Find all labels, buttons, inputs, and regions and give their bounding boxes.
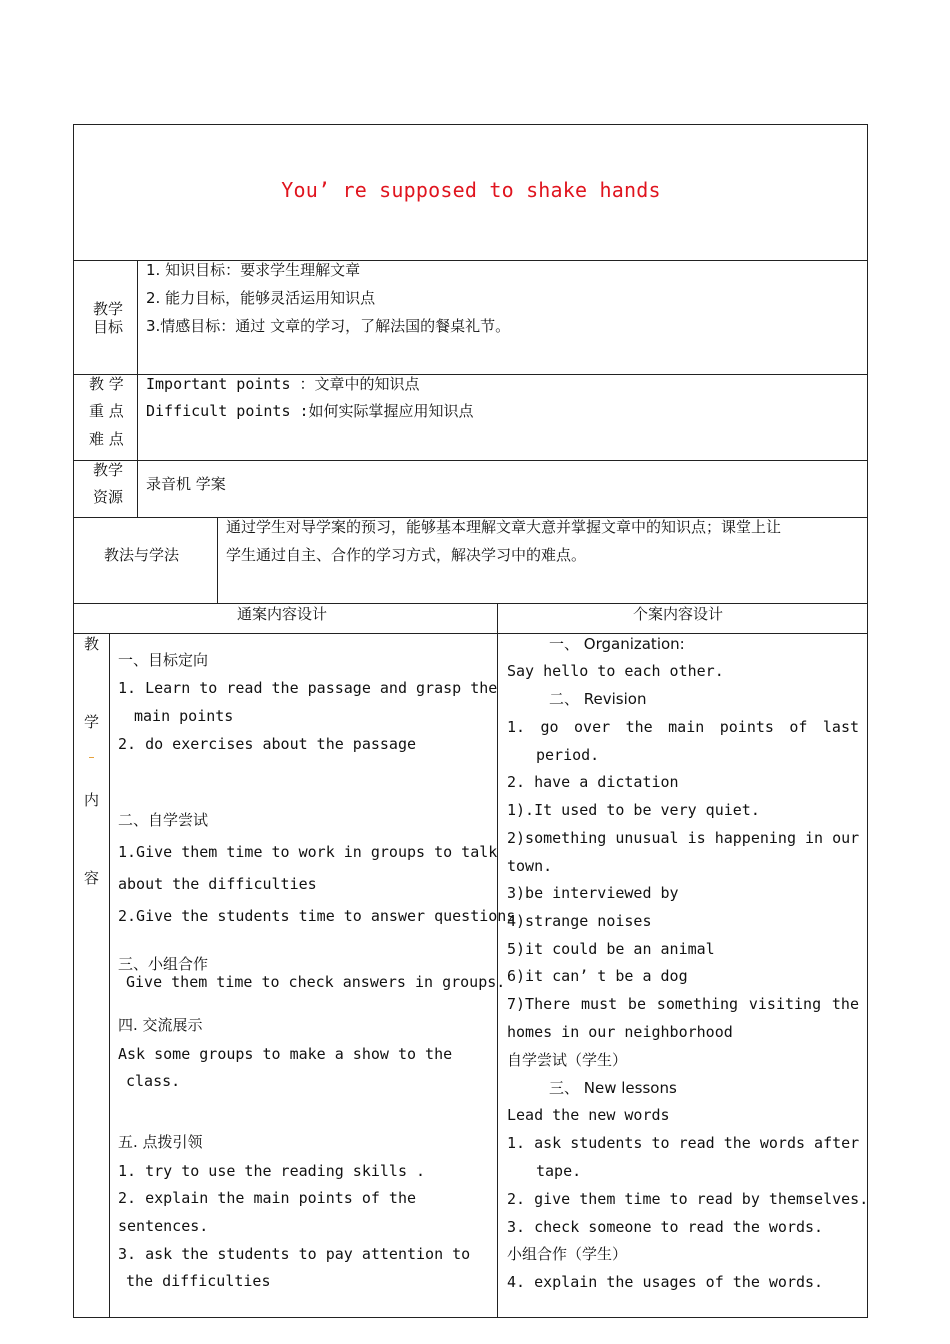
text-line: Give them time to check answers in groups.: [126, 973, 506, 991]
objective-item: 2. 能力目标，能够灵活运用知识点: [146, 289, 376, 307]
text-line: the difficulties: [126, 1272, 271, 1290]
text-line: Ask some groups to make a show to the: [118, 1045, 453, 1063]
decorative-dot: [89, 757, 94, 758]
objectives-label: 目标: [93, 318, 124, 336]
text-line: 小组合作（学生）: [507, 1245, 628, 1263]
resources-label: 资源: [93, 488, 124, 506]
section-heading: 五. 点拨引领: [118, 1133, 203, 1151]
text-line: 4)strange noises: [507, 912, 652, 930]
objective-item: 3.情感目标：通过 文章的学习，了解法国的餐桌礼节。: [146, 317, 511, 335]
text-line: homes in our neighborhood: [507, 1023, 733, 1041]
text-line: 5)it could be an animal: [507, 940, 715, 958]
text-line: 2. do exercises about the passage: [118, 735, 417, 753]
text-line: tape.: [536, 1162, 582, 1180]
text-line: 1. go over the main points of last: [507, 718, 859, 736]
column-divider: [217, 517, 218, 603]
text-line: about the difficulties: [118, 875, 317, 893]
text-line: 3)be interviewed by: [507, 884, 679, 902]
difficult-points: Difficult points :如何实际掌握应用知识点: [146, 402, 474, 420]
text-line: 3. check someone to read the words.: [507, 1218, 824, 1236]
text-line: 1.Give them time to work in groups to talk: [118, 843, 498, 861]
text-line: 2)something unusual is happening in our: [507, 829, 860, 847]
text-line: 1).It used to be very quiet.: [507, 801, 760, 819]
text-line: period.: [536, 746, 600, 764]
resources-label: 教学: [93, 461, 124, 479]
column-divider: [497, 603, 498, 1318]
text-line: 3. ask the students to pay attention to: [118, 1245, 471, 1263]
row-divider: [73, 633, 868, 634]
text-line: 4. explain the usages of the words.: [507, 1273, 824, 1291]
text-line: sentences.: [118, 1217, 209, 1235]
text-line: 7)There must be something visiting the: [507, 995, 859, 1013]
text-line: 2. have a dictation: [507, 773, 679, 791]
text-line: 三、 New lessons: [549, 1079, 677, 1097]
side-label-char: 容: [84, 869, 100, 887]
methods-label: 教法与学法: [104, 546, 180, 564]
text-line: main points: [134, 707, 234, 725]
text-line: 1. Learn to read the passage and grasp the: [118, 679, 498, 697]
text-line: 二、 Revision: [549, 690, 647, 708]
text-line: Lead the new words: [507, 1106, 670, 1124]
section-heading: 三、小组合作: [118, 955, 209, 973]
text-line: 1. ask students to read the words after: [507, 1134, 860, 1152]
key-points-label: 教 学: [89, 375, 124, 393]
text-line: town.: [507, 857, 553, 875]
text-line: 6)it can’ t be a dog: [507, 967, 688, 985]
important-points: Important points ：文章中的知识点: [146, 375, 420, 393]
text-line: class.: [126, 1072, 181, 1090]
row-divider: [73, 460, 868, 461]
methods-text: 通过学生对导学案的预习，能够基本理解文章大意并掌握文章中的知识点；课堂上让: [226, 518, 782, 536]
column-divider: [109, 633, 110, 1318]
text-line: 自学尝试（学生）: [507, 1051, 628, 1069]
section-heading: 一、目标定向: [118, 651, 209, 669]
text-line: 1. try to use the reading skills .: [118, 1162, 426, 1180]
text-line: 2. explain the main points of the: [118, 1189, 417, 1207]
column-divider: [137, 260, 138, 517]
lesson-title: You’ re supposed to shake hands: [281, 178, 661, 202]
section-heading: 二、自学尝试: [118, 811, 209, 829]
side-label-char: 内: [84, 791, 100, 809]
key-points-label: 难 点: [89, 430, 124, 448]
key-points-label: 重 点: [89, 402, 124, 420]
methods-text: 学生通过自主、合作的学习方式，解决学习中的难点。: [226, 546, 587, 564]
resources-value: 录音机 学案: [146, 475, 226, 493]
side-label-char: 学: [84, 713, 100, 731]
side-label-char: 教: [84, 635, 100, 653]
objectives-label: 教学: [93, 300, 124, 318]
individual-design-header: 个案内容设计: [633, 605, 724, 623]
text-line: 2. give them time to read by themselves.: [507, 1190, 869, 1208]
section-heading: 四. 交流展示: [118, 1016, 203, 1034]
common-design-header: 通案内容设计: [237, 605, 328, 623]
text-line: 2.Give the students time to answer questions: [118, 907, 516, 925]
objective-item: 1. 知识目标：要求学生理解文章: [146, 261, 361, 279]
text-line: Say hello to each other.: [507, 662, 724, 680]
row-divider: [73, 603, 868, 604]
text-line: 一、 Organization:: [549, 635, 685, 653]
